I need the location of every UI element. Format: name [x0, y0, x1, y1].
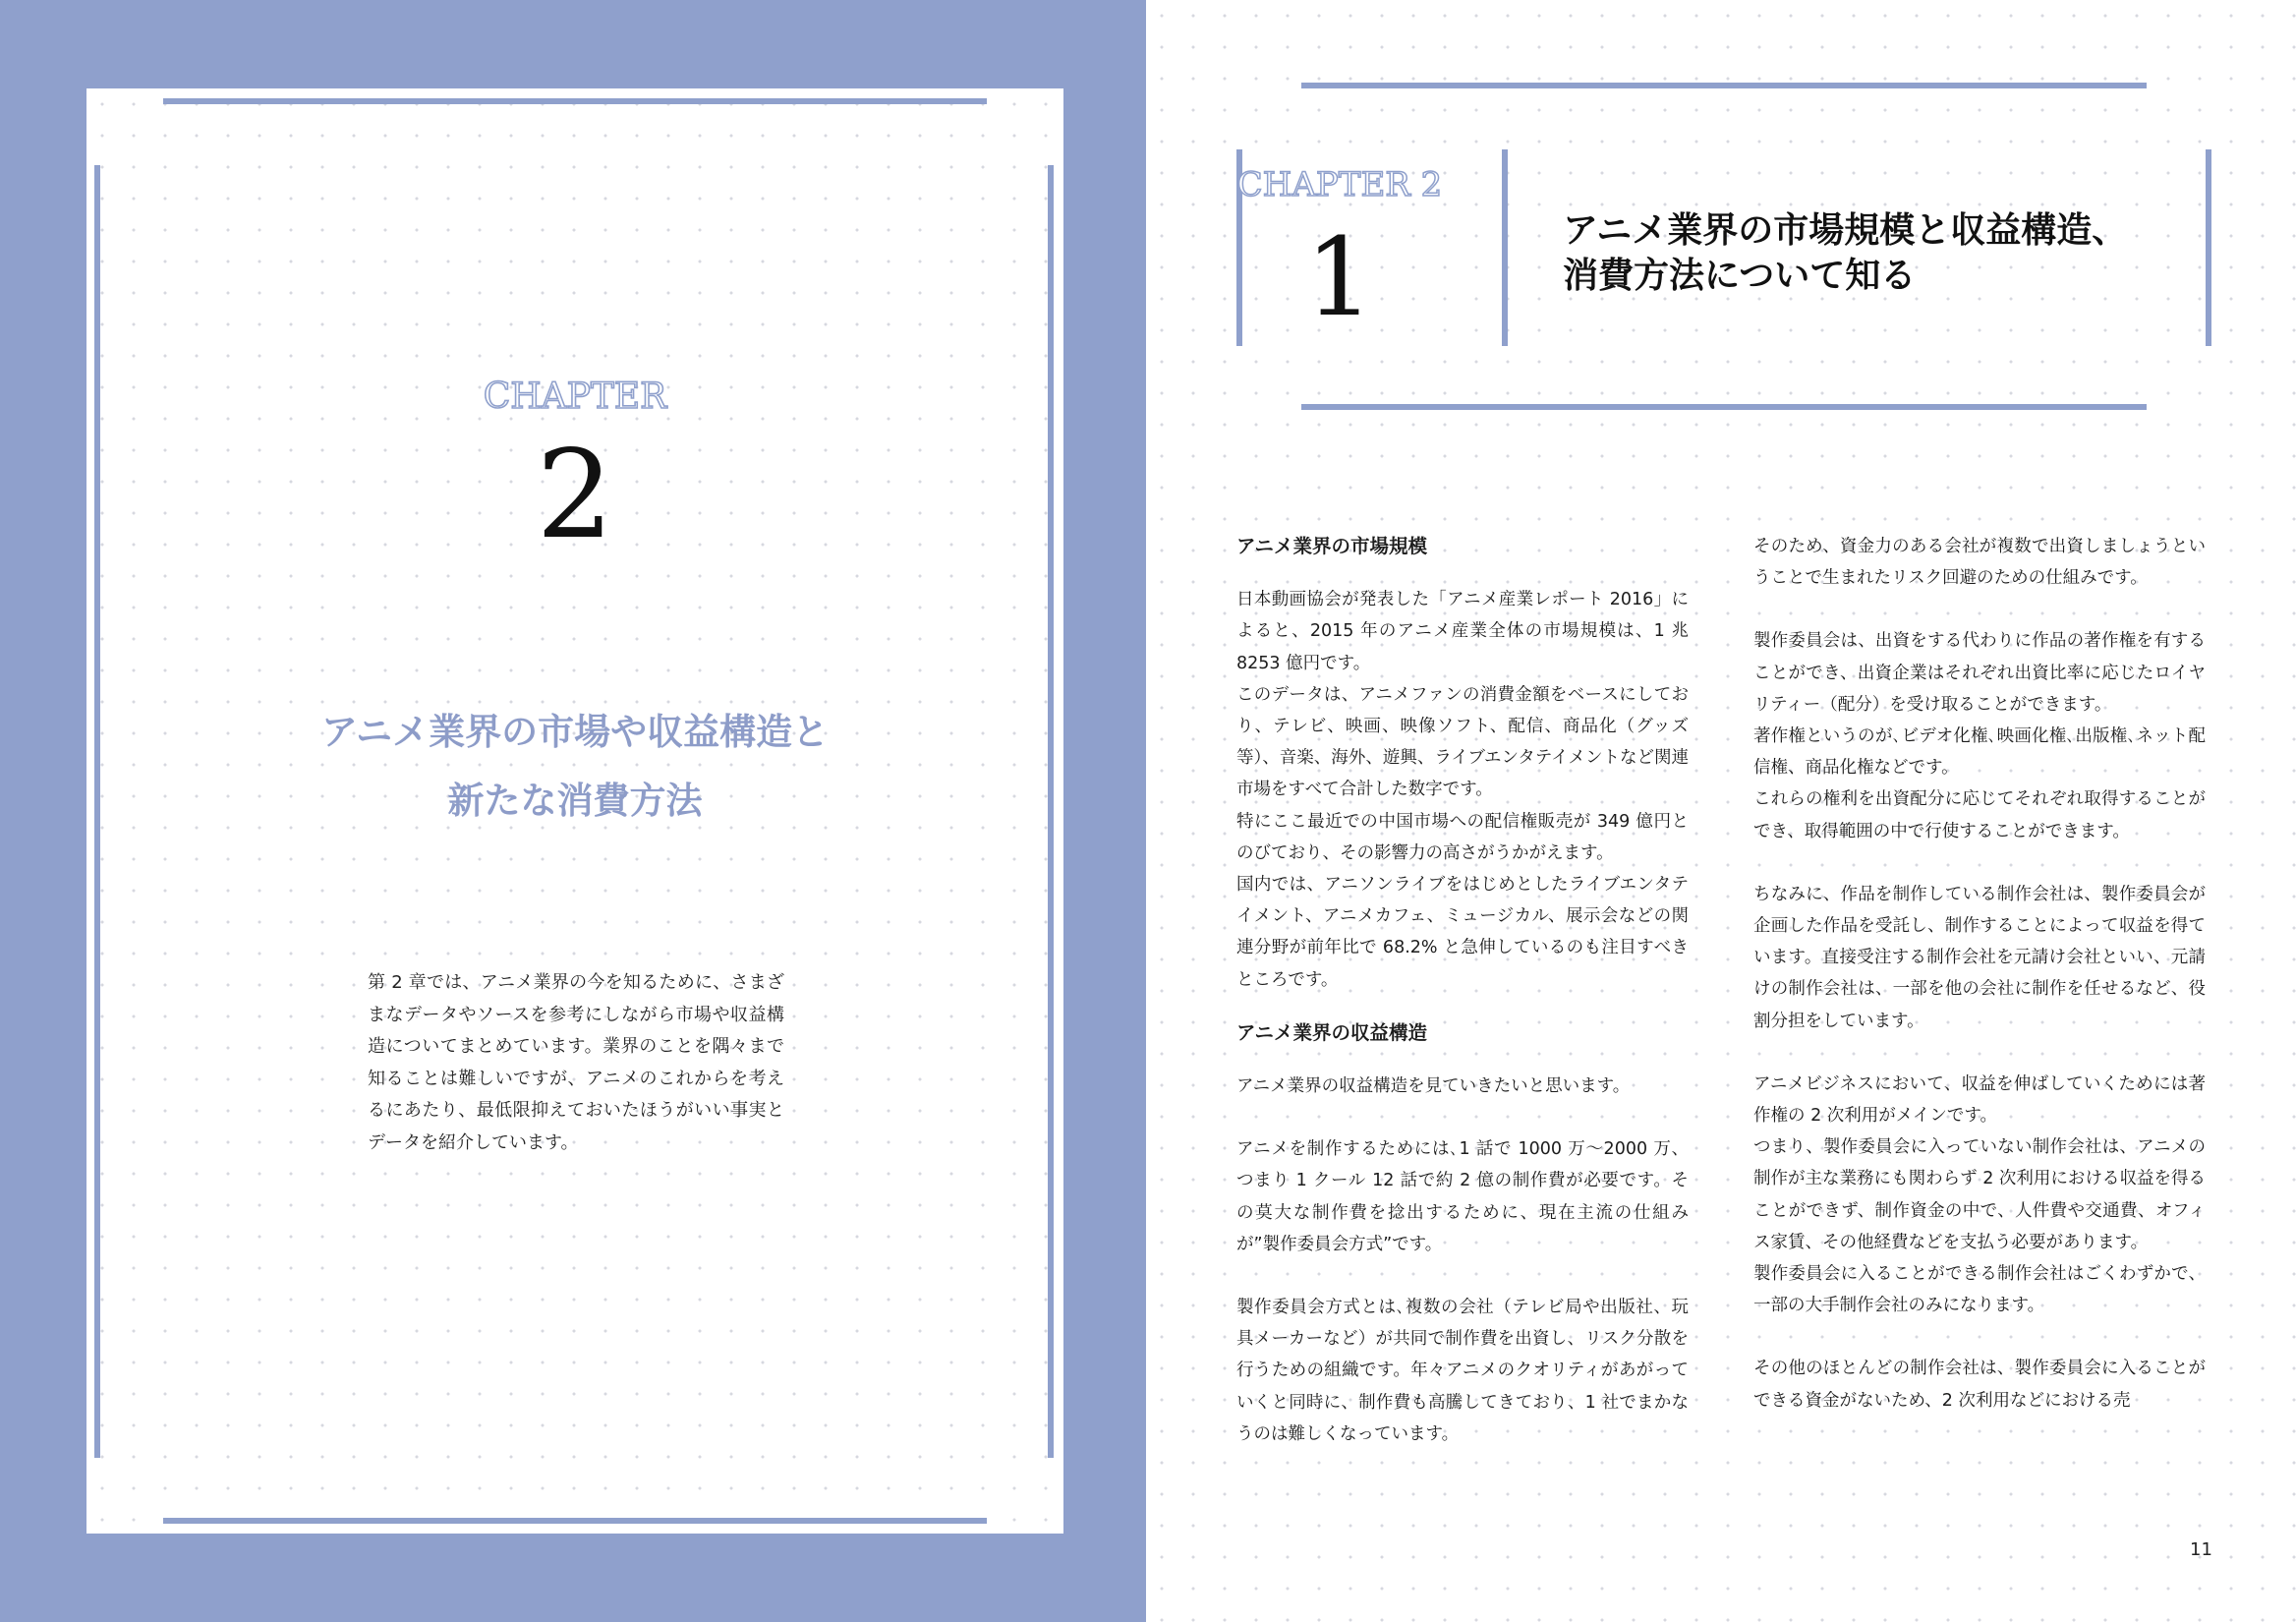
chapter-title-line1: アニメ業界の市場や収益構造と [320, 711, 830, 753]
right-page [1146, 0, 2296, 1622]
top-frame-bar [163, 98, 987, 104]
market-paragraph: 特にここ最近での中国市場への配信権販売が 349 億円とのびており、その影響力の高さがうかがえます。 [1236, 811, 1689, 863]
market-paragraph: 日本動画協会が発表した「アニメ産業レポート 2016」によると、2015 年のアニメ産業全体の市場規模は、1 兆 8253 億円です。 [1236, 590, 1689, 673]
body-paragraph: 製作委員会に入ることができる制作会社はごくわずかで、一部の大手制作会社のみになります。 [1753, 1264, 2206, 1316]
heading-market-size: アニメ業界の市場規模 [1236, 535, 1428, 557]
body-paragraph: 著作権というのが､ビデオ化権､映画化権､出版権､ネット配信権、商品化権などです。 [1753, 726, 2206, 779]
header-divider-bar [1502, 149, 1508, 346]
chapter-label: CHAPTER [483, 377, 667, 417]
header-right-bar [2206, 149, 2211, 346]
chapter-intro: 第 2 章では、アニメ業界の今を知るために、さまざまなデータやソースを参考にしながら市場や収益構造についてまとめています。業界のことを隅々まで知ることは難しいですが、アニメのこれからを考えるにあたり、最低限抑えておいたほうがいい事実とデータを紹介しています。 [368, 972, 784, 1153]
section-title-line2: 消費方法について知る [1563, 256, 1917, 296]
heading-revenue-structure: アニメ業界の収益構造 [1236, 1020, 1428, 1044]
body-paragraph: 製作委員会は、出資をする代わりに作品の著作権を有することができ、出資企業はそれぞれ出資比率に応じたロイヤリティー（配分）を受け取ることができます。 [1753, 631, 2206, 715]
revenue-intro: アニメ業界の収益構造を見ていきたいと思います。 [1236, 1076, 1631, 1097]
bottom-frame-bar [163, 1518, 987, 1524]
body-paragraph: ちなみに、作品を制作している制作会社は、製作委員会が企画した作品を受託し、制作することによって収益を得ています。直接受注する制作会社を元請け会社といい、元請けの制作会社は、一部を他の会社に制作を任せるなど、役割分担をしています。 [1753, 884, 2206, 1031]
market-paragraph: このデータは、アニメファンの消費金額をベースにしており、テレビ、映画、映像ソフト、配信、商品化（グッズ等）、音楽、海外、遊興、ライブエンタテイメントなど関連市場をすべて合計した数字です。 [1236, 684, 1689, 800]
market-paragraph: 国内では、アニソンライブをはじめとしたライブエンタテイメント、アニメカフェ、ミュージカル、展示会などの関連分野が前年比で 68.2% と急伸しているのも注目すべきところです。 [1236, 875, 1689, 990]
section-title [1563, 208, 2152, 299]
body-paragraph: これらの権利を出資配分に応じてそれぞれ取得することができ、取得範囲の中で行使することができます。 [1753, 789, 2206, 841]
chapter-number: 2 [536, 425, 614, 566]
left-page [0, 0, 1146, 1622]
chapter-title-line2: 新たな消費方法 [447, 780, 703, 822]
section-chapter-label: CHAPTER 2 [1236, 165, 1443, 204]
section-number: 1 [1305, 214, 1374, 340]
body-paragraph: そのため、資金力のある会社が複数で出資しましょうということで生まれたリスク回避のための仕組みです。 [1753, 537, 2206, 589]
header-bottom-bar [1301, 404, 2147, 410]
chapter-title [86, 698, 1063, 836]
revenue-paragraph: アニメを制作するためには､1 話で 1000 万～2000 万、つまり 1 クール 12 話で約 2 億の制作費が必要です。その莫大な制作費を捻出するために、現在主流の仕組みが”製作委員会方式”です。 [1236, 1139, 1689, 1254]
body-column-left [1236, 531, 1689, 1450]
page-number: 11 [2190, 1539, 2212, 1560]
body-column-right [1753, 531, 2206, 1417]
body-paragraph: アニメビジネスにおいて、収益を伸ばしていくためには著作権の 2 次利用がメインです。 [1753, 1073, 2206, 1127]
header-top-bar [1301, 83, 2147, 88]
revenue-paragraph: 製作委員会方式とは､複数の会社（テレビ局や出版社、玩具メーカーなど）が共同で制作費を出資し、リスク分散を行うための組織です。年々アニメのクオリティがあがっていくと同時に、制作費も高騰してきており、1 社でまかなうのは難しくなっています。 [1236, 1298, 1689, 1444]
chapter-card [86, 88, 1063, 1534]
body-paragraph: つまり、製作委員会に入っていない制作会社は、アニメの制作が主な業務にも関わらず 2 次利用における収益を得ることができず、制作資金の中で、人件費や交通費、オフィス家賃、その他経費などを支払う必要があります。 [1753, 1137, 2206, 1252]
section-title-line1: アニメ業界の市場規模と収益構造、 [1563, 210, 2128, 251]
body-paragraph: その他のほとんどの制作会社は、製作委員会に入ることができる資金がないため、2 次利用などにおける売 [1753, 1359, 2206, 1411]
